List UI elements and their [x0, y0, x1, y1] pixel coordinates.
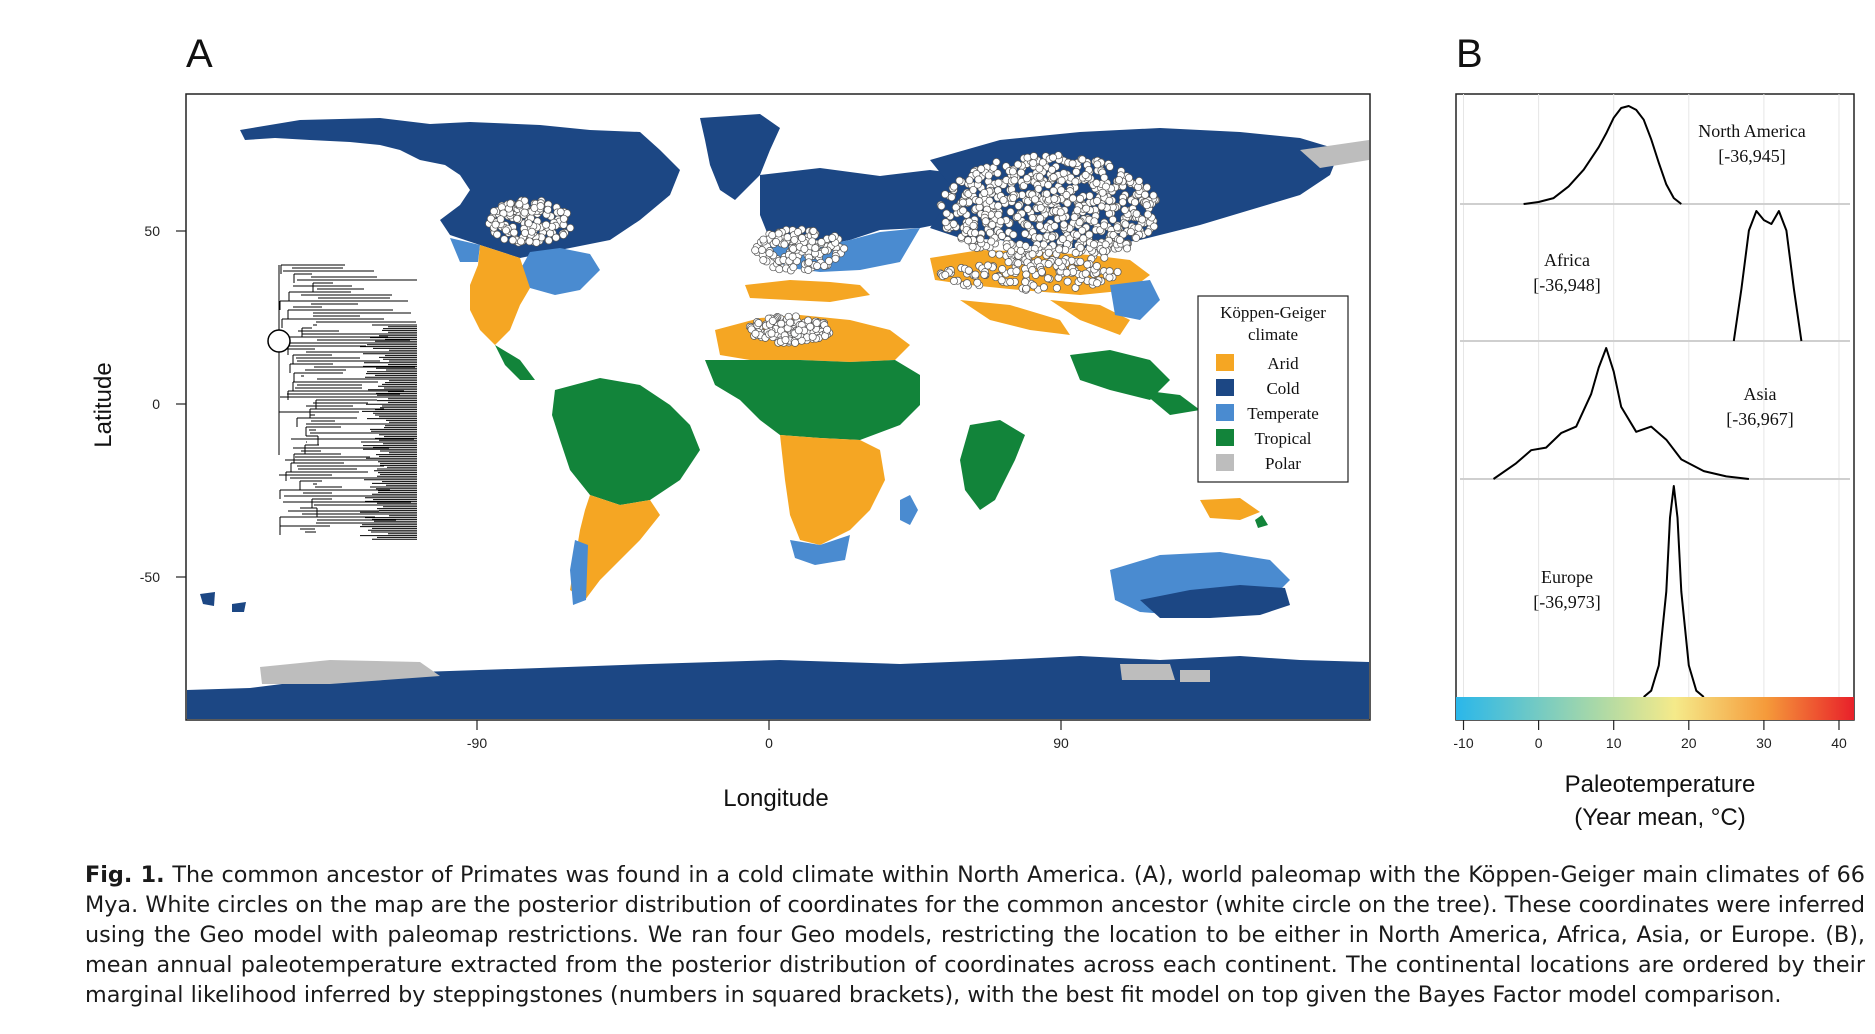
map-xtick-label: 0 [765, 735, 773, 751]
density-x-axis-title-line1: Paleotemperature [1564, 771, 1756, 798]
legend-item-label: Polar [1265, 454, 1301, 473]
legend-title: Köppen-Geiger [1220, 303, 1326, 322]
density-tick-label: 0 [1534, 735, 1543, 751]
density-frame [1456, 94, 1854, 720]
series-likelihood-label: [-36,973] [1533, 592, 1601, 612]
map-ytick-label: -50 [139, 569, 160, 585]
map-ytick-label: 50 [144, 223, 160, 239]
density-tick-label: 40 [1831, 735, 1847, 751]
series-name-label: Asia [1743, 384, 1777, 404]
figure-caption [85, 860, 1865, 1010]
legend-item-label: Tropical [1254, 429, 1312, 448]
density-x-axis-title [1500, 768, 1820, 834]
series-name-label: Europe [1541, 567, 1593, 587]
panel-a-label: A [186, 32, 213, 76]
density-tick-label: 10 [1605, 735, 1622, 751]
legend-item-label: Temperate [1247, 404, 1319, 423]
panel-b-label: B [1456, 32, 1483, 76]
legend-title: climate [1247, 325, 1299, 344]
density-tick-label: 30 [1756, 735, 1772, 751]
temperature-color-bar [1456, 697, 1854, 720]
map-x-axis-title: Longitude [723, 785, 829, 812]
map-xtick-label: 90 [1053, 735, 1069, 751]
legend-item-label: Arid [1267, 354, 1299, 373]
density-x-axis-title-line2: (Year mean, °C) [1574, 804, 1746, 831]
caption-label: Fig. 1. [85, 862, 165, 888]
density-x-axis [1453, 720, 1847, 751]
series-name-label: Africa [1544, 250, 1590, 270]
series-likelihood-label: [-36,948] [1533, 275, 1601, 295]
series-likelihood-label: [-36,945] [1718, 146, 1786, 166]
map-ytick-label: 0 [152, 396, 160, 412]
series-name-label: North America [1698, 121, 1806, 141]
map-xtick-label: -90 [466, 735, 488, 751]
density-tick-label: 20 [1681, 735, 1697, 751]
map-y-axis-title: Latitude [90, 362, 117, 448]
caption-text: The common ancestor of Primates was found in a cold climate within North America. (A), world paleomap with the Köppen-Geiger main climates of 66 Mya. White circles on the map are the posterior distribution of coordinates for the common ancestor (white circle on the tree). These coordinates were inferred using the Geo model with paleomap restrictions. We ran four Geo models, restricting the location to be either in North America, Africa, Asia, or Europe. (B), mean annual paleotemperature extracted from the posterior distribution of coordinates across each continent. The continental locations are ordered by their marginal likelihood inferred by steppingstones (numbers in squared brackets), with the best fit model on top given the Bayes Factor model comparison. [85, 862, 1865, 1008]
density-tick-label: -10 [1453, 735, 1474, 751]
series-likelihood-label: [-36,967] [1726, 409, 1794, 429]
legend-item-label: Cold [1266, 379, 1300, 398]
